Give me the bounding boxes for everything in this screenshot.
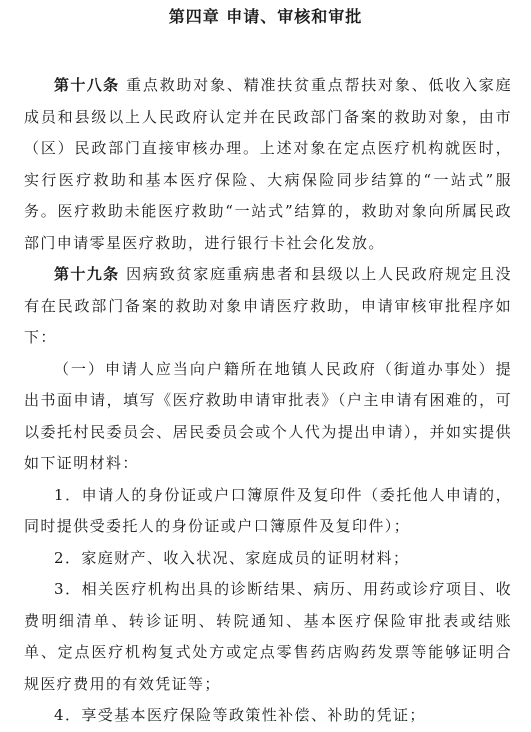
article-18-paragraph	[24, 70, 512, 259]
chapter-title: 第四章 申请、审核和审批	[168, 7, 363, 26]
sub-item-1: 1．申请人的身份证或户口簿原件及复印件（委托他人申请的，同时提供受委托人的身份证或户口簿原件及复印件）；	[24, 485, 512, 535]
article-19-number: 第十九条	[54, 265, 120, 283]
article-18-number: 第十八条	[54, 76, 120, 94]
sub-item-2: 2．家庭财产、收入状况、家庭成员的证明材料；	[54, 548, 410, 567]
sub-item-3: 3．相关医疗机构出具的诊断结果、病历、用药或诊疗项目、收费明细清单、转诊证明、转院通知、基本医疗保险审批表或结账单、定点医疗机构复式处方或定点零售药店购药发票等能够证明合规医疗费用的有效凭证等；	[24, 580, 512, 693]
article-19-paragraph	[24, 259, 512, 354]
article-18-text: 重点救助对象、精准扶贫重点帮扶对象、低收入家庭成员和县级以上人民政府认定并在民政部门备案的救助对象，由市（区）民政部门直接审核办理。上述对象在定点医疗机构就医时，实行医疗救助和基本医疗保险、大病保险同步结算的“一站式”服务。医疗救助未能医疗救助“一站式”结算的，救助对象向所属民政部门申请零星医疗救助，进行银行卡社会化发放。	[24, 76, 512, 252]
item-1-paragraph: （一）申请人应当向户籍所在地镇人民政府（街道办事处）提出书面申请，填写《医疗救助申请审批表》（户主申请有困难的，可以委托村民委员会、居民委员会或个人代为提出申请），并如实提供如下证明材料：	[24, 359, 512, 472]
document-body	[24, 70, 512, 732]
article-19-text: 因病致贫家庭重病患者和县级以上人民政府规定且没有在民政部门备案的救助对象申请医疗救助，申请审核审批程序如下：	[24, 265, 512, 346]
sub-item-4: 4．享受基本医疗保险等政策性补偿、补助的凭证；	[54, 706, 426, 724]
